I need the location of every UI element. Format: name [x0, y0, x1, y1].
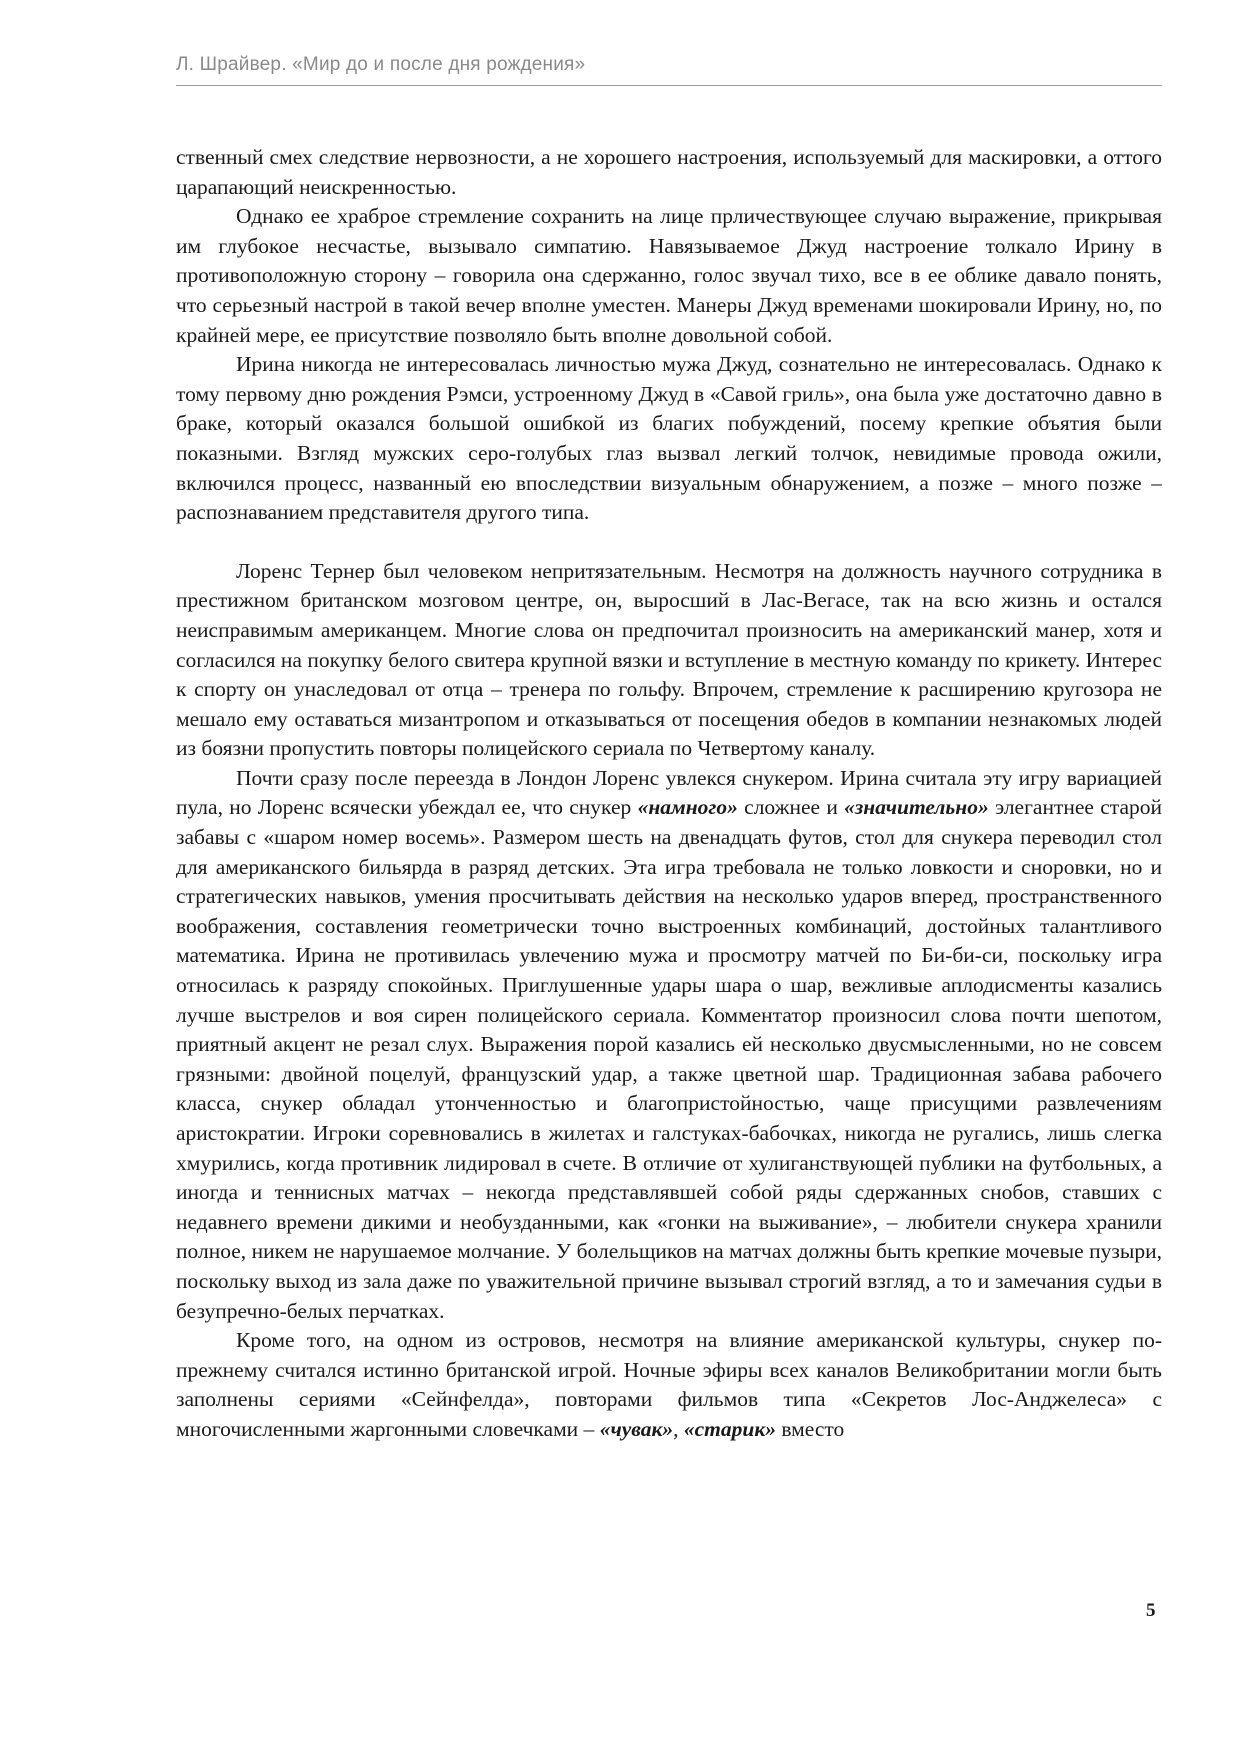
- paragraph-6-segment: Кроме того, на одном из островов, несмотря на влияние американской культуры, снукер по-прежнему считался истинно британской игрой. Ночные эфиры всех каналов Великобритании могли быть заполнены сериями «Сейнфелда», повторами фильмов типа «Секретов Лос-Анджелеса» с многочисленными жаргонными словечками –: [176, 1328, 1162, 1441]
- paragraph-5: [176, 764, 1162, 1326]
- paragraph-4: Лоренс Тернер был человеком непритязательным. Несмотря на должность научного сотрудника в престижном британском мозговом центре, он, выросший в Лас-Вегасе, так на всю жизнь и остался неисправимым американцем. Многие слова он предпочитал произносить на американский манер, хотя и согласился на покупку белого свитера крупной вязки и вступление в местную команду по крикету. Интерес к спорту он унаследовал от отца – тренера по гольфу. Впрочем, стремление к расширению кругозора не мешало ему оставаться мизантропом и отказываться от посещения обедов в компании незнакомых людей из боязни пропустить повторы полицейского сериала по Четвертому каналу.: [176, 558, 1162, 761]
- emphasis-chuvak: «чувак»: [599, 1416, 674, 1441]
- header-rule: [176, 85, 1162, 86]
- emphasis-namnogo: «намного»: [637, 795, 738, 820]
- paragraph-1: ственный смех следствие нервозности, а не хорошего настроения, используемый для маскировки, а оттого царапающий неискренностью.: [176, 145, 1162, 199]
- emphasis-znachitelno: «значительно»: [844, 795, 989, 820]
- paragraph-3: Ирина никогда не интересовалась личностью мужа Джуд, сознательно не интересовалась. Однако к тому первому дню рождения Рэмси, устроенному Джуд в «Савой гриль», она была уже достаточно давно в браке, который оказался большой ошибкой из благих побуждений, посему крепкие объятия были показными. Взгляд мужских серо-голубых глаз вызвал легкий толчок, невидимые провода ожили, включился процесс, названный ею впоследствии визуальным обнаружением, а позже – много позже – распознаванием представителя другого типа.: [176, 352, 1162, 525]
- paragraph-6-segment: ,: [673, 1416, 684, 1441]
- paragraph-2: Однако ее храброе стремление сохранить на лице прличествующее случаю выражение, прикрывая им глубокое несчастье, вызывало симпатию. Навязываемое Джуд настроение толкало Ирину в противоположную сторону – говорила она сдержанно, голос звучал тихо, все в ее облике давало понять, что серьезный настрой в такой вечер вполне уместен. Манеры Джуд временами шокировали Ирину, но, по крайней мере, ее присутствие позволяло быть вполне довольной собой.: [176, 204, 1162, 347]
- page-number: 5: [1146, 1600, 1156, 1621]
- body-text: [176, 143, 1162, 1445]
- paragraph-6-segment: вместо: [776, 1416, 845, 1441]
- paragraph-6: [176, 1326, 1162, 1444]
- emphasis-starik: «старик»: [683, 1416, 776, 1441]
- running-header: Л. Шрайвер. «Мир до и после дня рождения»: [176, 54, 586, 75]
- paragraph-5-segment: элегантнее старой забавы с «шаром номер восемь». Размером шесть на двенадцать футов, стол для снукера переводил стол для американского бильярда в разряд детских. Эта игра требовала не только ловкости и сноровки, но и стратегических навыков, умения просчитывать действия на несколько ударов вперед, пространственного воображения, составления геометрически точно выстроенных комбинаций, достойных талантливого математика. Ирина не противилась увлечению мужа и просмотру матчей по Би-би-си, поскольку игра относилась к разряду спокойных. Приглушенные удары шара о шар, вежливые аплодисменты казались лучше выстрелов и воя сирен полицейского сериала. Комментатор произносил слова почти шепотом, приятный акцент не резал слух. Выражения порой казались ей несколько двусмысленными, но не совсем грязными: двойной поцелуй, французский удар, а также цветной шар. Традиционная забава рабочего класса, снукер обладал утонченностью и благопристойностью, чаще присущими развлечениям аристократии. Игроки соревновались в жилетах и галстуках-бабочках, никогда не ругались, лишь слегка хмурились, когда противник лидировал в счете. В отличие от хулиганствующей публики на футбольных, а иногда и теннисных матчах – некогда представлявшей собой ряды сдержанных снобов, ставших с недавнего времени дикими и необузданными, как «гонки на выживание», – любители снукера хранили полное, никем не нарушаемое молчание. У болельщиков на матчах должны быть крепкие мочевые пузыри, поскольку выход из зала даже по уважительной причине вызывал строгий взгляд, а то и замечания судьи в безупречно-белых перчатках.: [176, 795, 1162, 1323]
- paragraph-5-segment: сложнее и: [737, 795, 845, 820]
- paragraph-5-segment: Почти сразу после переезда в Лондон Лоренс увлекся снукером. Ирина считала эту игру вариацией пула, но Лоренс всячески убеждал ее, что снукер: [176, 765, 1162, 820]
